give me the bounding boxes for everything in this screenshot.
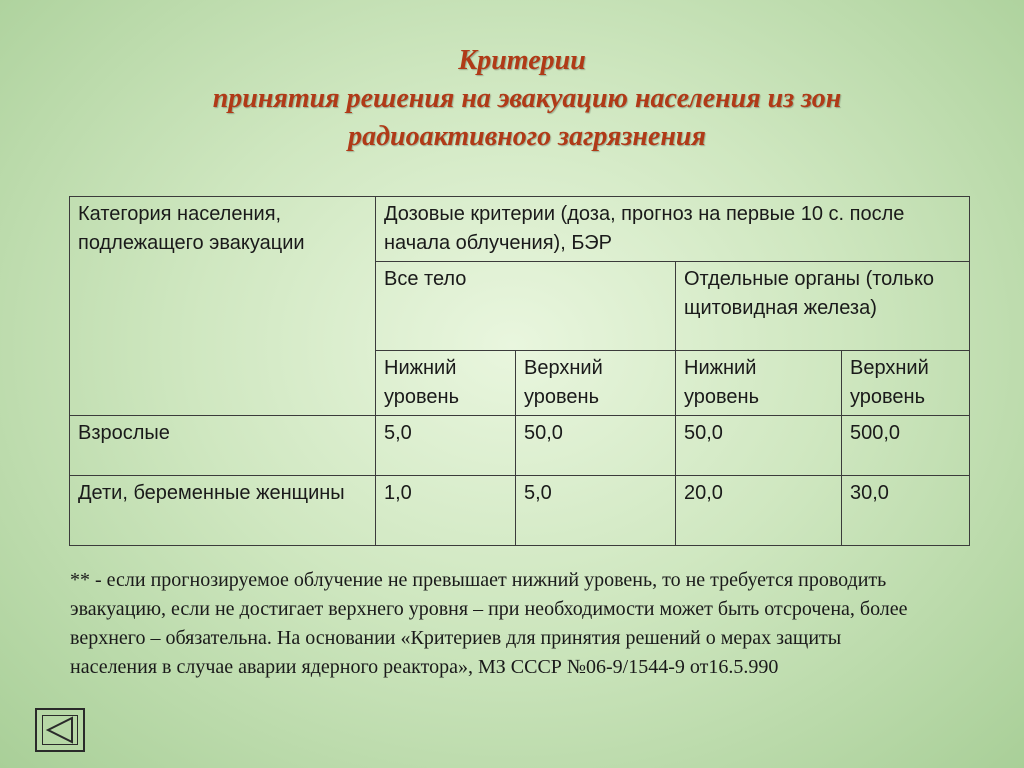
header-organs: Отдельные органы (только щитовидная железа) xyxy=(676,262,970,351)
row-category: Дети, беременные женщины xyxy=(70,476,376,546)
cell-value: 500,0 xyxy=(842,416,970,476)
header-category: Категория населения, подлежащего эвакуации xyxy=(70,197,376,416)
cell-value: 30,0 xyxy=(842,476,970,546)
header-organs-lower: Нижний уровень xyxy=(676,351,842,416)
footnote-text: ** - если прогнозируемое облучение не превышает нижний уровень, то не требуется проводить эвакуацию, если не достигает верхнего уровня – при необходимости может быть отсрочена, более верхнего – обязательна. На основании «Критериев для принятия решений о мерах защиты населения в случае аварии ядерного реактора», МЗ СССР №06-9/1544-9 от16.5.990 xyxy=(70,569,908,678)
cell-value: 1,0 xyxy=(376,476,516,546)
cell-value: 50,0 xyxy=(676,416,842,476)
cell-value: 20,0 xyxy=(676,476,842,546)
cell-value: 5,0 xyxy=(376,416,516,476)
title-line-1: Критерии xyxy=(458,45,586,76)
title-line-3: радиоактивного загрязнения xyxy=(348,121,706,152)
criteria-table xyxy=(69,196,970,546)
back-triangle-icon xyxy=(37,710,83,750)
cell-value: 50,0 xyxy=(516,416,676,476)
header-dose-criteria: Дозовые критерии (доза, прогноз на первые 10 с. после начала облучения), БЭР xyxy=(376,197,970,262)
header-whole-body: Все тело xyxy=(376,262,676,351)
table-row xyxy=(70,476,970,546)
cell-value: 5,0 xyxy=(516,476,676,546)
header-whole-body-lower: Нижний уровень xyxy=(376,351,516,416)
title-line-2: принятия решения на эвакуацию населения из зон xyxy=(212,83,842,114)
header-whole-body-upper: Верхний уровень xyxy=(516,351,676,416)
back-button[interactable] xyxy=(35,708,85,752)
page-title xyxy=(0,42,1024,156)
row-category: Взрослые xyxy=(70,416,376,476)
header-organs-upper: Верхний уровень xyxy=(842,351,970,416)
table-row xyxy=(70,416,970,476)
